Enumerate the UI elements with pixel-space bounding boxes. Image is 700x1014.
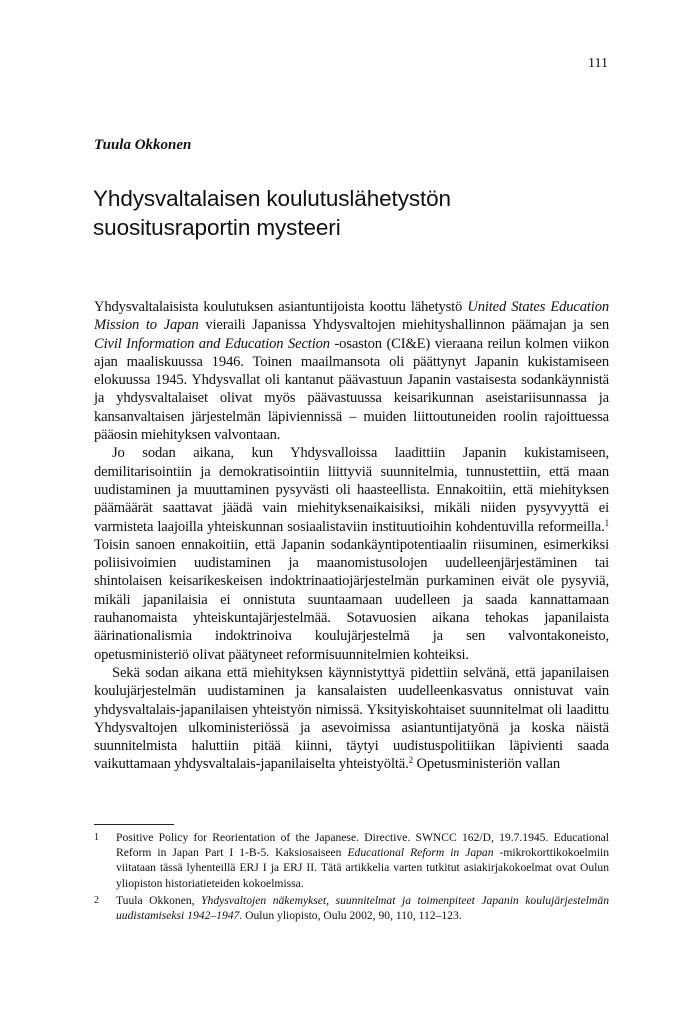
footnote-number: 1: [94, 832, 99, 843]
author-name: Tuula Okkonen: [94, 137, 192, 153]
title-line-1: Yhdysvaltalaisen koulutuslähetystön: [93, 186, 451, 211]
italic-run: United States Education Mission to Japan: [94, 299, 609, 334]
footnote-2: [94, 893, 609, 923]
italic-run: Educational Reform in Japan: [347, 846, 494, 860]
text-run: Positive Policy for Reorientation of the Japanese. Directive. SWNCC 162/D, 19.7.1945. Educational Reform in Japan Part I 1-B-5. Kaksiosaiseen: [116, 831, 609, 860]
text-run: Sekä sodan aikana että miehityksen käynnistyttyä pidettiin selvänä, että japanilaisen koulujärjestelmän uudistaminen ja kansalaisten uudelleenkasvatus onnistuvat vain yhdysvaltalais-japanilaisen yhteistyön nimissä. Yksityiskohtaiset suunnitelmat oli laadittu Yhdysvaltojen ulkoministeriössä ja asevoimissa asiantuntijatyönä ja koska näistä suunnitelmista haluttiin pitää kiinni, täytyi uudistuspolitiikan läpivienti saada vaikuttamaan yhdysvaltalais-japanilaiselta yhteistyöltä.: [94, 664, 609, 773]
text-run: Opetusministeriön vallan: [412, 756, 560, 773]
text-run: -mikrokorttikokoelmiin viitataan tässä lyhenteillä ERJ I ja ERJ II. Tätä artikkelia varten tutkitut asiakirjakokoelmat ovat Oulun yliopiston historiatieteiden kokoelmissa.: [116, 846, 609, 890]
footnote-text: [116, 830, 609, 891]
title-line-2: suositusraportin mysteeri: [93, 215, 341, 240]
text-run: vieraili Japanissa Yhdysvaltojen miehityshallinnon päämajan ja sen: [198, 317, 609, 334]
footnote-ref[interactable]: 1: [604, 517, 609, 528]
article-body: [94, 298, 609, 774]
page-number: 111: [588, 56, 608, 71]
paragraph-2: [94, 444, 609, 664]
article-title: [93, 184, 613, 242]
footnote-1: [94, 830, 609, 891]
text-run: . Oulun yliopisto, Oulu 2002, 90, 110, 112–123.: [239, 909, 462, 923]
paragraph-1: [94, 298, 609, 444]
text-run: Toisin sanoen ennakoitiin, että Japanin sodankäyntipotentiaalin riisuminen, esimerkiksi poliisivoimien uudistaminen ja maanomistusolojen uudelleenjärjestäminen tai shintolaisen keisarikeskeisen indoktrinaatiojärjestelmän purkaminen eivät ole pysyviä, mikäli japanilaisia ei onnistuta suuntaamaan uudelleen ja saada kannattamaan rauhanomaista yhteiskuntajärjestelmää. Sotavuosien aikana tehokas japanilaista äärinationalismia indoktrinoiva koulujärjestelmä ja sen valvontakoneisto, opetusministeriö olivat päätyneet reformisuunnitelmien kohteiksi.: [94, 536, 609, 663]
italic-run: Yhdysvaltojen näkemykset, suunnitelmat ja toimenpiteet Japanin koulujärjestelmän uudistamiseksi 1942–1947: [116, 893, 609, 923]
footnote-divider: [94, 824, 174, 825]
text-run: Yhdysvaltalaisista koulutuksen asiantuntijoista koottu lähetystö: [94, 299, 468, 315]
footnote-text: [116, 893, 609, 923]
footnotes: [94, 830, 609, 925]
paragraph-3: [94, 664, 609, 774]
footnote-number: 2: [94, 894, 99, 906]
text-run: Tuula Okkonen,: [116, 893, 202, 907]
footnote-ref[interactable]: 2: [408, 755, 413, 766]
italic-run: Civil Information and Education Section: [94, 335, 330, 352]
text-run: -osaston (CI&E) vieraana reilun kolmen viikon ajan maaliskuussa 1946. Toinen maailmansota oli päättynyt Japanin kukistamiseen elokuussa 1945. Yhdysvallat oli kantanut päävastuun Japanin vastaisesta sodankäynnistä ja yhdysvaltalaiset olivat myös päävastuussa keisarikunnan aseistariisunnassa ja kansanvaltaisen järjestelmän läpiviennissä – muiden liittoutuneiden roolin rajoittuessa pääosin miehityksen valvontaan.: [94, 335, 609, 444]
text-run: Jo sodan aikana, kun Yhdysvalloissa laadittiin Japanin kukistamiseen, demilitarisointiin ja demokratisointiin liittyviä suunnitelmia, tunnustettiin, että maan uudistaminen ja muuttaminen pysyvästi oli haasteellista. Ennakoitiin, että miehityksen päämäärät saattavat jäädä vain miehityksenaikaisiksi, mikäli niiden pysyvyyttä ei varmisteta laajoilla yhteiskunnan sosiaalistaviin instituutioihin kohdentuvilla reformeilla.: [94, 445, 609, 535]
